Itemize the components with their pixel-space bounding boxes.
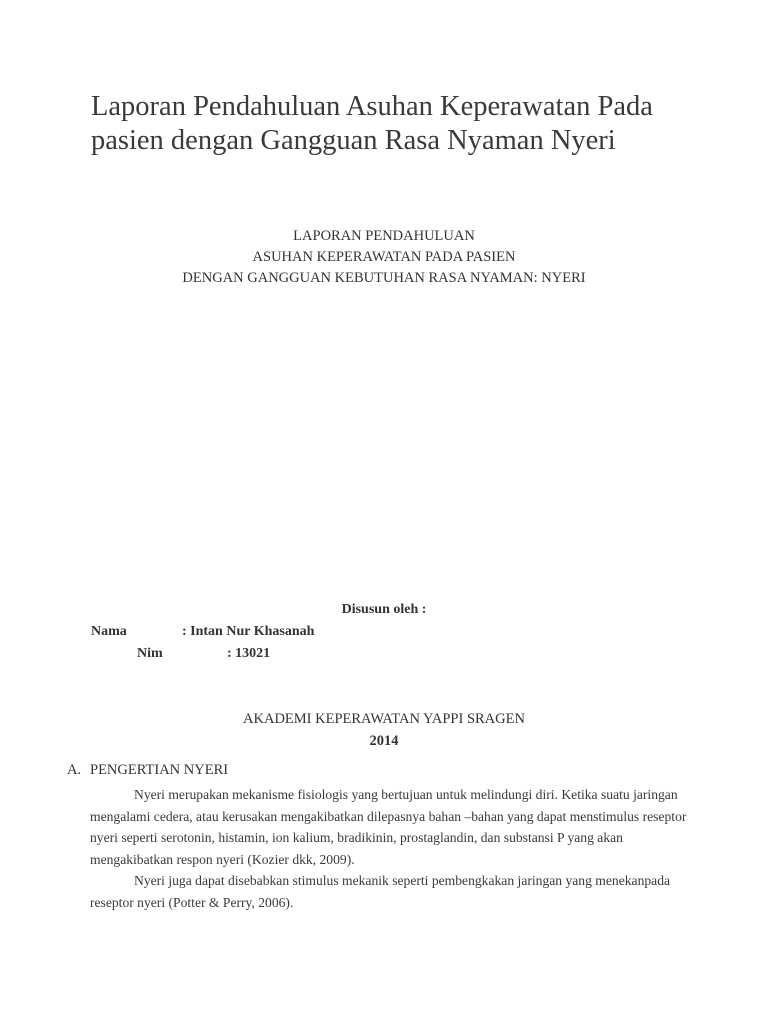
cover-heading-line-3: DENGAN GANGGUAN KEBUTUHAN RASA NYAMAN: NYERI xyxy=(182,270,586,286)
prepared-by-label: Disusun oleh : xyxy=(341,602,427,617)
section-heading xyxy=(67,762,228,779)
nim-row xyxy=(137,646,270,662)
nim-label: Nim xyxy=(137,646,163,661)
paragraph-2: Nyeri juga dapat disebabkan stimulus mekanik seperti pembengkakan jaringan yang menekanpada reseptor nyeri (Potter & Perry, 2006). xyxy=(90,873,671,910)
section-title: PENGERTIAN NYERI xyxy=(90,762,229,778)
page-title: Laporan Pendahuluan Asuhan Keperawatan Pada pasien dengan Gangguan Rasa Nyaman Nyeri xyxy=(91,91,653,156)
section-marker: A. xyxy=(67,762,82,778)
year: 2014 xyxy=(369,733,399,749)
name-row xyxy=(91,624,314,640)
institution-block xyxy=(0,708,768,752)
paragraph-1: Nyeri merupakan mekanisme fisiologis yang bertujuan untuk melindungi diri. Ketika suatu jaringan mengalami cedera, atau kerusakan mengakibatkan dilepasnya bahan –bahan yang dapat menstimulus reseptor nyeri seperti serotonin, histamin, ion kalium, bradikinin, prostaglandin, dan substansi P yang akan mengakibatkan respon nyeri (Kozier dkk, 2009). xyxy=(90,787,687,867)
cover-heading xyxy=(0,226,768,289)
institution-name: AKADEMI KEPERAWATAN YAPPI SRAGEN xyxy=(243,711,525,727)
name-label: Nama xyxy=(91,624,127,639)
cover-heading-line-2: ASUHAN KEPERAWATAN PADA PASIEN xyxy=(252,249,516,265)
name-value: : Intan Nur Khasanah xyxy=(182,624,315,639)
nim-value: : 13021 xyxy=(227,646,271,661)
section-body xyxy=(90,784,690,913)
cover-heading-line-1: LAPORAN PENDAHULUAN xyxy=(293,228,475,244)
